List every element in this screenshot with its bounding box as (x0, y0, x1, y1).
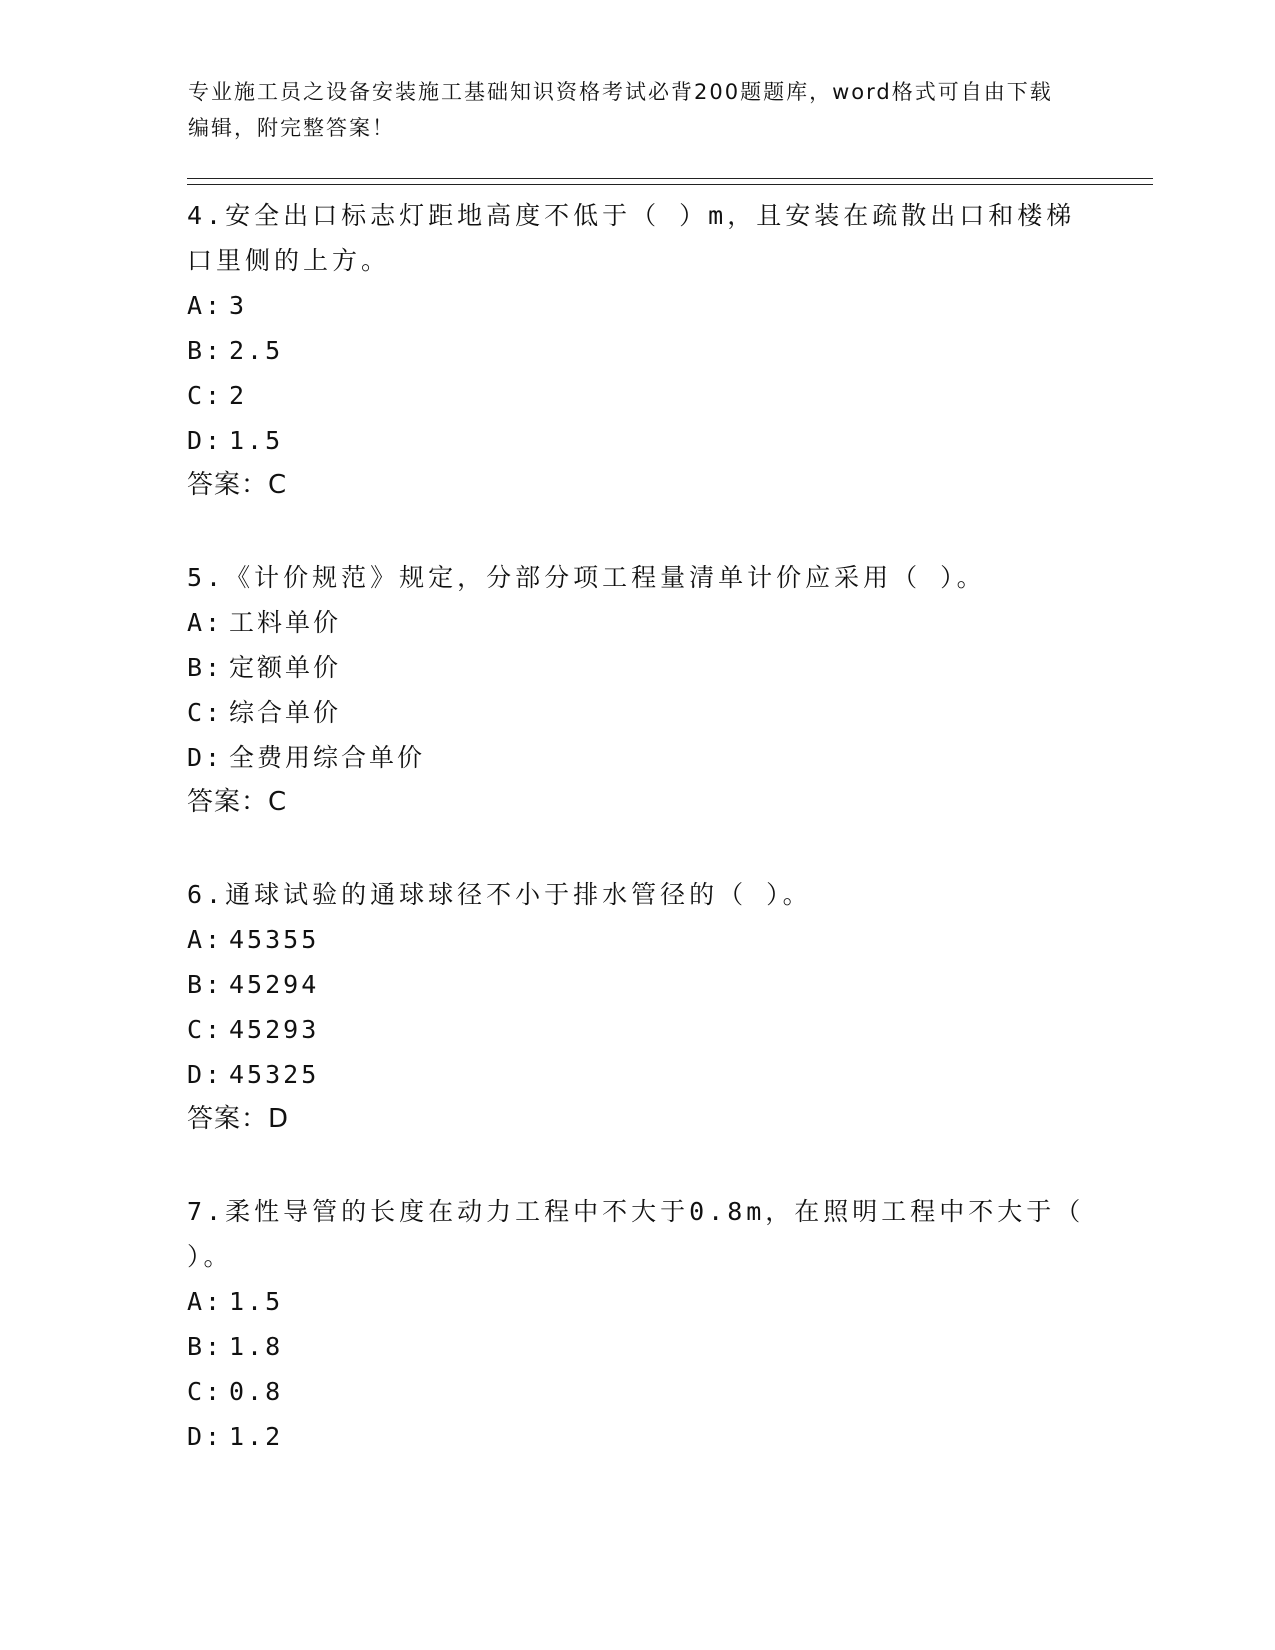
answer-line: 答案：C (187, 787, 288, 817)
option-c (187, 1007, 1087, 1052)
option-key: A: (187, 291, 224, 320)
option-text: 2.5 (229, 336, 284, 365)
option-a (187, 917, 1087, 962)
option-key: D: (187, 426, 224, 455)
option-text: 45325 (229, 1060, 320, 1089)
question-stem: 6.通球试验的通球球径不小于排水管径的（ ）。 (187, 880, 812, 909)
option-d (187, 1414, 1087, 1459)
option-b (187, 328, 1087, 373)
option-b (187, 1324, 1087, 1369)
option-text: 0.8 (229, 1377, 284, 1406)
option-text: 综合单价 (229, 698, 342, 727)
option-key: D: (187, 1422, 224, 1451)
option-a (187, 600, 1087, 645)
option-text: 45294 (229, 970, 320, 999)
option-key: B: (187, 336, 224, 365)
option-key: C: (187, 1377, 224, 1406)
question-stem: 4.安全出口标志灯距地高度不低于（ ）m，且安装在疏散出口和楼梯口里侧的上方。 (187, 201, 1076, 275)
option-b (187, 645, 1087, 690)
question-list (187, 193, 1087, 1459)
option-key: A: (187, 608, 224, 637)
option-text: 45355 (229, 925, 320, 954)
question-4 (187, 193, 1087, 508)
option-text: 定额单价 (229, 653, 342, 682)
option-text: 全费用综合单价 (229, 743, 426, 772)
document-intro: 专业施工员之设备安装施工基础知识资格考试必背200题题库，word格式可自由下载编辑，附完整答案！ (188, 80, 1053, 140)
question-stem: 5.《计价规范》规定，分部分项工程量清单计价应采用（ ）。 (187, 563, 986, 592)
answer-line: 答案：C (187, 470, 288, 500)
option-d (187, 418, 1087, 463)
option-key: B: (187, 970, 224, 999)
option-c (187, 373, 1087, 418)
option-c (187, 1369, 1087, 1414)
question-spacer (187, 508, 1087, 555)
option-key: D: (187, 743, 224, 772)
option-a (187, 283, 1087, 328)
option-text: 1.5 (229, 426, 284, 455)
header-divider-bottom (187, 184, 1153, 185)
header-divider-top (187, 178, 1153, 179)
question-stem: 7.柔性导管的长度在动力工程中不大于0.8m，在照明工程中不大于（ ）。 (187, 1197, 1085, 1271)
question-spacer (187, 825, 1087, 872)
option-key: A: (187, 1287, 224, 1316)
option-text: 3 (229, 291, 248, 320)
option-a (187, 1279, 1087, 1324)
question-spacer (187, 1142, 1087, 1189)
option-text: 1.5 (229, 1287, 284, 1316)
option-text: 工料单价 (229, 608, 342, 637)
option-key: C: (187, 698, 224, 727)
option-d (187, 735, 1087, 780)
option-key: B: (187, 1332, 224, 1361)
question-5 (187, 555, 1087, 825)
option-text: 1.8 (229, 1332, 284, 1361)
answer-line: 答案：D (187, 1104, 290, 1134)
option-key: C: (187, 1015, 224, 1044)
option-key: D: (187, 1060, 224, 1089)
question-6 (187, 872, 1087, 1142)
option-d (187, 1052, 1087, 1097)
option-text: 1.2 (229, 1422, 284, 1451)
option-text: 45293 (229, 1015, 320, 1044)
option-key: C: (187, 381, 224, 410)
option-text: 2 (229, 381, 248, 410)
option-b (187, 962, 1087, 1007)
option-key: B: (187, 653, 224, 682)
question-7 (187, 1189, 1087, 1459)
option-c (187, 690, 1087, 735)
option-key: A: (187, 925, 224, 954)
